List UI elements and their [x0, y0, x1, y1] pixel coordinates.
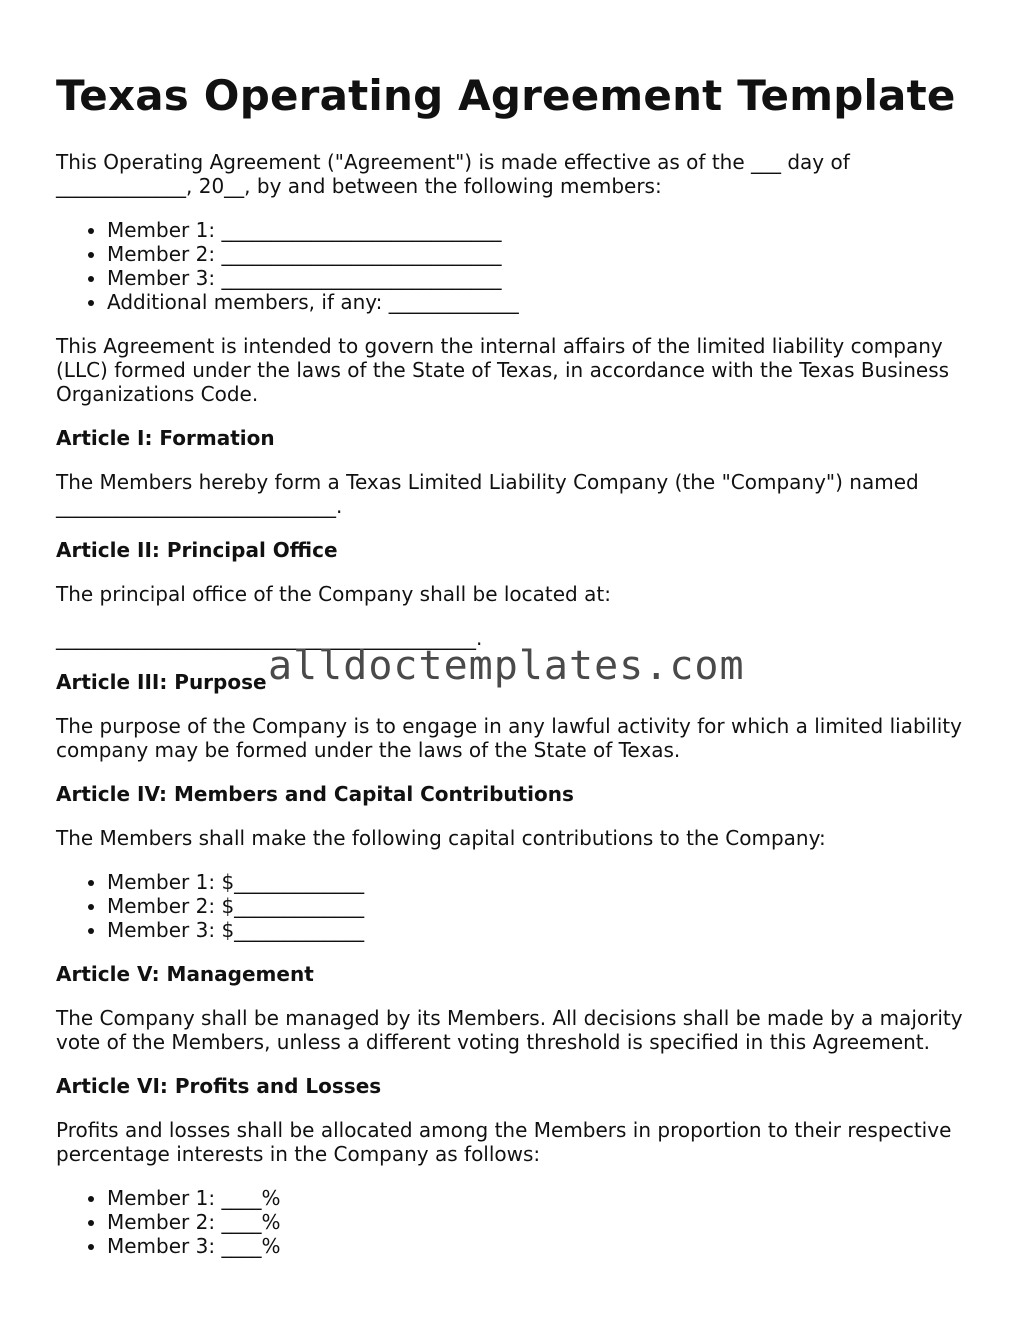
govern-paragraph: This Agreement is intended to govern the internal affairs of the limited liability company (LLC) formed under the laws of the State of Texas, in accordance with the Texas Business Organizations Code.	[56, 334, 950, 406]
list-item: • Member 2: $_____________	[107, 894, 976, 918]
list-item: • Additional members, if any: _____________	[107, 290, 976, 314]
list-item: • Member 3: $_____________	[107, 918, 976, 942]
list-item: • Member 3: ____%	[107, 1234, 976, 1258]
article-4-text: The Members shall make the following capital contributions to the Company:	[56, 826, 826, 850]
article-6-heading: Article VI: Profits and Losses	[56, 1074, 382, 1098]
article-1-heading: Article I: Formation	[56, 426, 275, 450]
percentages-list	[56, 1186, 976, 1258]
article-3-text: The purpose of the Company is to engage in any lawful activity for which a limited liability company may be formed under the laws of the State of Texas.	[56, 714, 962, 762]
document-title: Texas Operating Agreement Template	[56, 71, 956, 120]
article-2-text: The principal office of the Company shall be located at:	[56, 582, 611, 606]
list-item: • Member 3: ____________________________	[107, 266, 976, 290]
list-item: • Member 1: $_____________	[107, 870, 976, 894]
article-5-heading: Article V: Management	[56, 962, 314, 986]
article-4-heading: Article IV: Members and Capital Contributions	[56, 782, 574, 806]
list-item: • Member 2: ____________________________	[107, 242, 976, 266]
list-item: • Member 1: ____%	[107, 1186, 976, 1210]
article-2-heading: Article II: Principal Office	[56, 538, 338, 562]
principal-office-blank: __________________________________________.	[56, 626, 483, 650]
members-list	[56, 218, 976, 314]
contributions-list	[56, 870, 976, 942]
article-1-text: The Members hereby form a Texas Limited Liability Company (the "Company") named ____________________________.	[56, 470, 919, 518]
article-5-text: The Company shall be managed by its Members. All decisions shall be made by a majority vote of the Members, unless a different voting threshold is specified in this Agreement.	[56, 1006, 963, 1054]
list-item: • Member 1: ____________________________	[107, 218, 976, 242]
watermark: alldoctemplates.com	[268, 643, 745, 689]
intro-paragraph: This Operating Agreement ("Agreement") is made effective as of the ___ day of _____________, 20__, by and between the following members:	[56, 150, 850, 198]
article-3-heading: Article III: Purpose	[56, 670, 267, 694]
article-6-text: Profits and losses shall be allocated among the Members in proportion to their respective percentage interests in the Company as follows:	[56, 1118, 952, 1166]
list-item: • Member 2: ____%	[107, 1210, 976, 1234]
